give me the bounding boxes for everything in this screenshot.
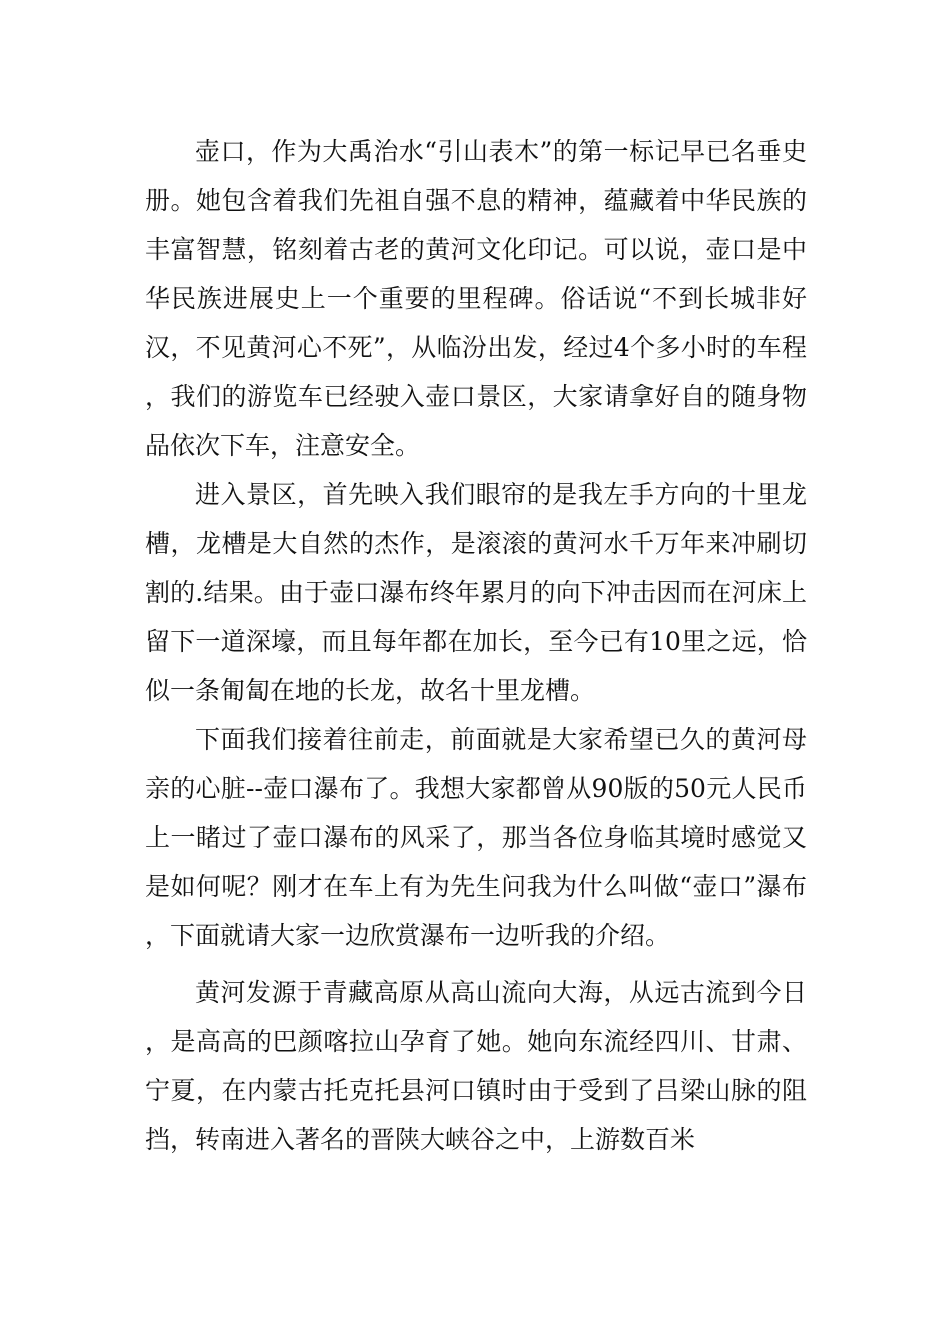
paragraph-yellow-river-origin: 黄河发源于青藏高原从高山流向大海，从远古流到今日，是高高的巴颜喀拉山孕育了她。她向东流经四川、甘肃、宁夏，在内蒙古托克托县河口镇时由于受到了吕梁山脉的阻挡，转南进入著名的晋陕大峡谷之中，上游数百米 <box>145 978 807 1154</box>
paragraph-hukou-intro: 壶口，作为大禹治水“引山表木”的第一标记早已名垂史册。她包含着我们先祖自强不息的精神，蕴藏着中华民族的丰富智慧，铭刻着古老的黄河文化印记。可以说，壶口是中华民族进展史上一个重要的里程碑。俗话说“不到长城非好汉，不见黄河心不死”，从临汾出发，经过4个多小时的车程，我们的游览车已经驶入壶口景区，大家请拿好自的随身物品依次下车，注意安全。 <box>145 137 807 460</box>
document-body <box>145 127 807 1164</box>
paragraph-shili-longcao: 进入景区，首先映入我们眼帘的是我左手方向的十里龙槽，龙槽是大自然的杰作，是滚滚的黄河水千万年来冲刷切割的.结果。由于壶口瀑布终年累月的向下冲击因而在河床上留下一道深壕，而且每年都在加长，至今已有10里之远，恰似一条匍匐在地的长龙，故名十里龙槽。 <box>145 480 807 705</box>
paragraph-hukou-waterfall: 下面我们接着往前走，前面就是大家希望已久的黄河母亲的心脏--壶口瀑布了。我想大家都曾从90版的50元人民币上一睹过了壶口瀑布的风采了，那当各位身临其境时感觉又是如何呢？刚才在车上有为先生问我为什么叫做“壶口”瀑布，下面就请大家一边欣赏瀑布一边听我的介绍。 <box>145 725 807 950</box>
